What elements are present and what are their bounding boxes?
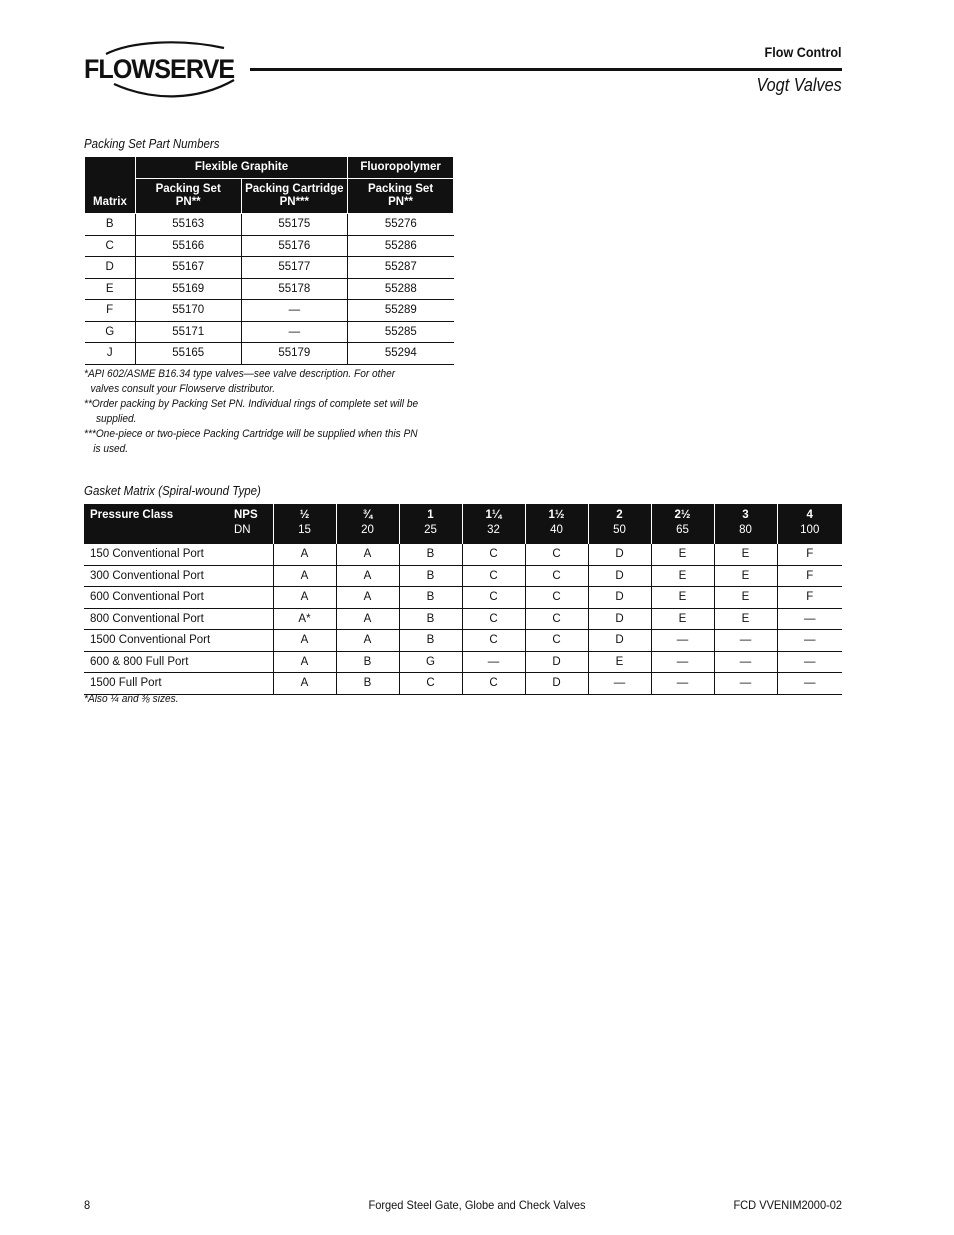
- packing-notes: [84, 367, 454, 457]
- gasket-matrix-cell: C: [462, 673, 525, 695]
- gasket-matrix-cell: —: [777, 651, 842, 673]
- gasket-matrix-cell: C: [462, 565, 525, 587]
- gasket-matrix-cell: E: [651, 608, 714, 630]
- size-header: 1 25: [399, 504, 462, 544]
- gasket-matrix-cell: B: [399, 565, 462, 587]
- gasket-matrix-cell: —: [714, 673, 777, 695]
- gasket-matrix-cell: —: [588, 673, 651, 695]
- pressure-class-cell: 600 Conventional Port: [84, 587, 273, 609]
- part-number-cell: 55175: [241, 214, 348, 236]
- table-row: [84, 587, 842, 609]
- gasket-matrix-cell: A: [336, 544, 399, 565]
- gasket-matrix-cell: A: [273, 544, 336, 565]
- gasket-matrix-cell: —: [714, 651, 777, 673]
- gasket-matrix-cell: A: [273, 651, 336, 673]
- gasket-matrix-cell: C: [525, 565, 588, 587]
- packing-set-table: [84, 156, 454, 365]
- sub-header: Packing Set PN**: [135, 179, 241, 214]
- table-row: [84, 630, 842, 652]
- pressure-class-cell: 1500 Full Port: [84, 673, 273, 695]
- table-row: [85, 343, 454, 365]
- gasket-matrix-cell: B: [336, 673, 399, 695]
- gasket-matrix-cell: C: [462, 544, 525, 565]
- table-row: [84, 608, 842, 630]
- page-number: 8: [84, 1198, 91, 1212]
- size-header: 2 50: [588, 504, 651, 544]
- gasket-table-caption: Gasket Matrix (Spiral-wound Type): [84, 484, 261, 498]
- note-line: valves consult your Flowserve distributor.: [90, 383, 276, 395]
- gasket-matrix-cell: D: [588, 544, 651, 565]
- size-header: 2½ 65: [651, 504, 714, 544]
- gasket-matrix-cell: F: [777, 587, 842, 609]
- gasket-matrix-cell: A: [273, 587, 336, 609]
- part-number-cell: —: [241, 321, 348, 343]
- matrix-cell: G: [85, 321, 136, 343]
- gasket-matrix-cell: C: [462, 608, 525, 630]
- packing-table-caption: Packing Set Part Numbers: [84, 137, 220, 151]
- size-header: ½ 15: [273, 504, 336, 544]
- group-header-flexible-graphite: Flexible Graphite: [135, 157, 347, 179]
- gasket-matrix-cell: E: [714, 608, 777, 630]
- gasket-matrix-cell: E: [714, 565, 777, 587]
- note-line: **Order packing by Packing Set PN. Individual rings of complete set will be: [84, 398, 419, 410]
- part-number-cell: 55276: [348, 214, 454, 236]
- sub-header: Packing Cartridge PN***: [241, 179, 348, 214]
- size-header: ¾ 20: [336, 504, 399, 544]
- matrix-cell: D: [85, 257, 136, 279]
- part-number-cell: 55289: [348, 300, 454, 322]
- gasket-matrix-cell: D: [525, 651, 588, 673]
- gasket-matrix-cell: C: [525, 608, 588, 630]
- logo-text: FLOWSERVE: [84, 54, 235, 84]
- note-line: is used.: [93, 443, 129, 455]
- gasket-matrix-cell: C: [525, 544, 588, 565]
- table-row: [84, 544, 842, 565]
- part-number-cell: 55176: [241, 235, 348, 257]
- part-number-cell: 55286: [348, 235, 454, 257]
- group-header-fluoropolymer: Fluoropolymer: [348, 157, 454, 179]
- gasket-matrix-cell: —: [651, 630, 714, 652]
- part-number-cell: 55163: [135, 214, 241, 236]
- gasket-matrix-cell: A: [273, 565, 336, 587]
- footer-doc-code: FCD VVENIM2000-02: [733, 1198, 842, 1212]
- part-number-cell: 55169: [135, 278, 241, 300]
- note-line: *API 602/ASME B16.34 type valves—see valve description. For other: [84, 368, 396, 380]
- gasket-matrix-cell: G: [399, 651, 462, 673]
- table-row: [85, 321, 454, 343]
- part-number-cell: 55285: [348, 321, 454, 343]
- gasket-matrix-cell: B: [336, 651, 399, 673]
- part-number-cell: 55288: [348, 278, 454, 300]
- part-number-cell: 55179: [241, 343, 348, 365]
- matrix-cell: E: [85, 278, 136, 300]
- table-row: [85, 257, 454, 279]
- part-number-cell: 55166: [135, 235, 241, 257]
- part-number-cell: 55178: [241, 278, 348, 300]
- gasket-matrix-cell: C: [462, 630, 525, 652]
- gasket-footnote: *Also ¼ and ⅜ sizes.: [84, 693, 179, 705]
- gasket-matrix-cell: B: [399, 544, 462, 565]
- gasket-matrix-cell: E: [588, 651, 651, 673]
- gasket-matrix-cell: D: [588, 608, 651, 630]
- size-header: 4 100: [777, 504, 842, 544]
- part-number-cell: 55167: [135, 257, 241, 279]
- gasket-matrix-cell: A: [336, 565, 399, 587]
- part-number-cell: 55294: [348, 343, 454, 365]
- gasket-matrix-cell: F: [777, 565, 842, 587]
- gasket-matrix-cell: D: [588, 630, 651, 652]
- gasket-matrix-cell: F: [777, 544, 842, 565]
- gasket-matrix-table: [84, 504, 842, 695]
- gasket-matrix-cell: B: [399, 630, 462, 652]
- gasket-matrix-cell: D: [588, 587, 651, 609]
- part-number-cell: 55165: [135, 343, 241, 365]
- gasket-matrix-cell: C: [525, 587, 588, 609]
- gasket-matrix-cell: A: [336, 587, 399, 609]
- matrix-header: Matrix: [85, 157, 136, 214]
- gasket-matrix-cell: E: [714, 544, 777, 565]
- table-row: [84, 651, 842, 673]
- matrix-cell: B: [85, 214, 136, 236]
- part-number-cell: 55170: [135, 300, 241, 322]
- matrix-cell: C: [85, 235, 136, 257]
- gasket-matrix-cell: A: [273, 630, 336, 652]
- gasket-matrix-cell: —: [462, 651, 525, 673]
- brand-subtitle: Vogt Valves: [756, 75, 842, 95]
- header-rule: [250, 68, 842, 71]
- gasket-matrix-cell: B: [399, 608, 462, 630]
- note-line: ***One-piece or two-piece Packing Cartridge will be supplied when this PN: [84, 428, 418, 440]
- gasket-matrix-cell: A: [336, 630, 399, 652]
- pressure-class-cell: 1500 Conventional Port: [84, 630, 273, 652]
- gasket-matrix-cell: A*: [273, 608, 336, 630]
- gasket-matrix-cell: D: [588, 565, 651, 587]
- gasket-matrix-cell: C: [462, 587, 525, 609]
- gasket-matrix-cell: —: [777, 673, 842, 695]
- gasket-matrix-cell: C: [525, 630, 588, 652]
- table-row: [85, 278, 454, 300]
- pressure-class-header: [84, 504, 273, 544]
- part-number-cell: 55171: [135, 321, 241, 343]
- sub-header: Packing Set PN**: [348, 179, 454, 214]
- gasket-matrix-cell: D: [525, 673, 588, 695]
- note-line: supplied.: [95, 413, 137, 425]
- gasket-matrix-cell: E: [714, 587, 777, 609]
- size-header: 3 80: [714, 504, 777, 544]
- gasket-matrix-cell: —: [714, 630, 777, 652]
- pressure-class-cell: 800 Conventional Port: [84, 608, 273, 630]
- brand-title: Flow Control: [765, 44, 842, 60]
- gasket-matrix-cell: E: [651, 565, 714, 587]
- gasket-matrix-cell: —: [651, 651, 714, 673]
- gasket-matrix-cell: —: [651, 673, 714, 695]
- pressure-class-cell: 150 Conventional Port: [84, 544, 273, 565]
- table-row: [85, 214, 454, 236]
- pressure-class-label: Pressure Class: [90, 509, 174, 521]
- pressure-class-cell: 300 Conventional Port: [84, 565, 273, 587]
- matrix-cell: J: [85, 343, 136, 365]
- gasket-matrix-cell: A: [273, 673, 336, 695]
- footer-title: Forged Steel Gate, Globe and Check Valves: [368, 1198, 586, 1212]
- table-row: [85, 300, 454, 322]
- gasket-matrix-cell: —: [777, 608, 842, 630]
- gasket-matrix-cell: A: [336, 608, 399, 630]
- pressure-class-cell: 600 & 800 Full Port: [84, 651, 273, 673]
- part-number-cell: 55177: [241, 257, 348, 279]
- gasket-matrix-cell: —: [777, 630, 842, 652]
- table-row: [84, 673, 842, 695]
- flowserve-logo: [84, 40, 242, 100]
- size-header: 1¼ 32: [462, 504, 525, 544]
- table-row: [84, 565, 842, 587]
- gasket-matrix-cell: E: [651, 544, 714, 565]
- nps-dn-label: NPS DN: [234, 509, 258, 536]
- gasket-matrix-cell: B: [399, 587, 462, 609]
- gasket-matrix-cell: C: [399, 673, 462, 695]
- part-number-cell: —: [241, 300, 348, 322]
- part-number-cell: 55287: [348, 257, 454, 279]
- table-row: [85, 235, 454, 257]
- size-header: 1½ 40: [525, 504, 588, 544]
- gasket-matrix-cell: E: [651, 587, 714, 609]
- matrix-cell: F: [85, 300, 136, 322]
